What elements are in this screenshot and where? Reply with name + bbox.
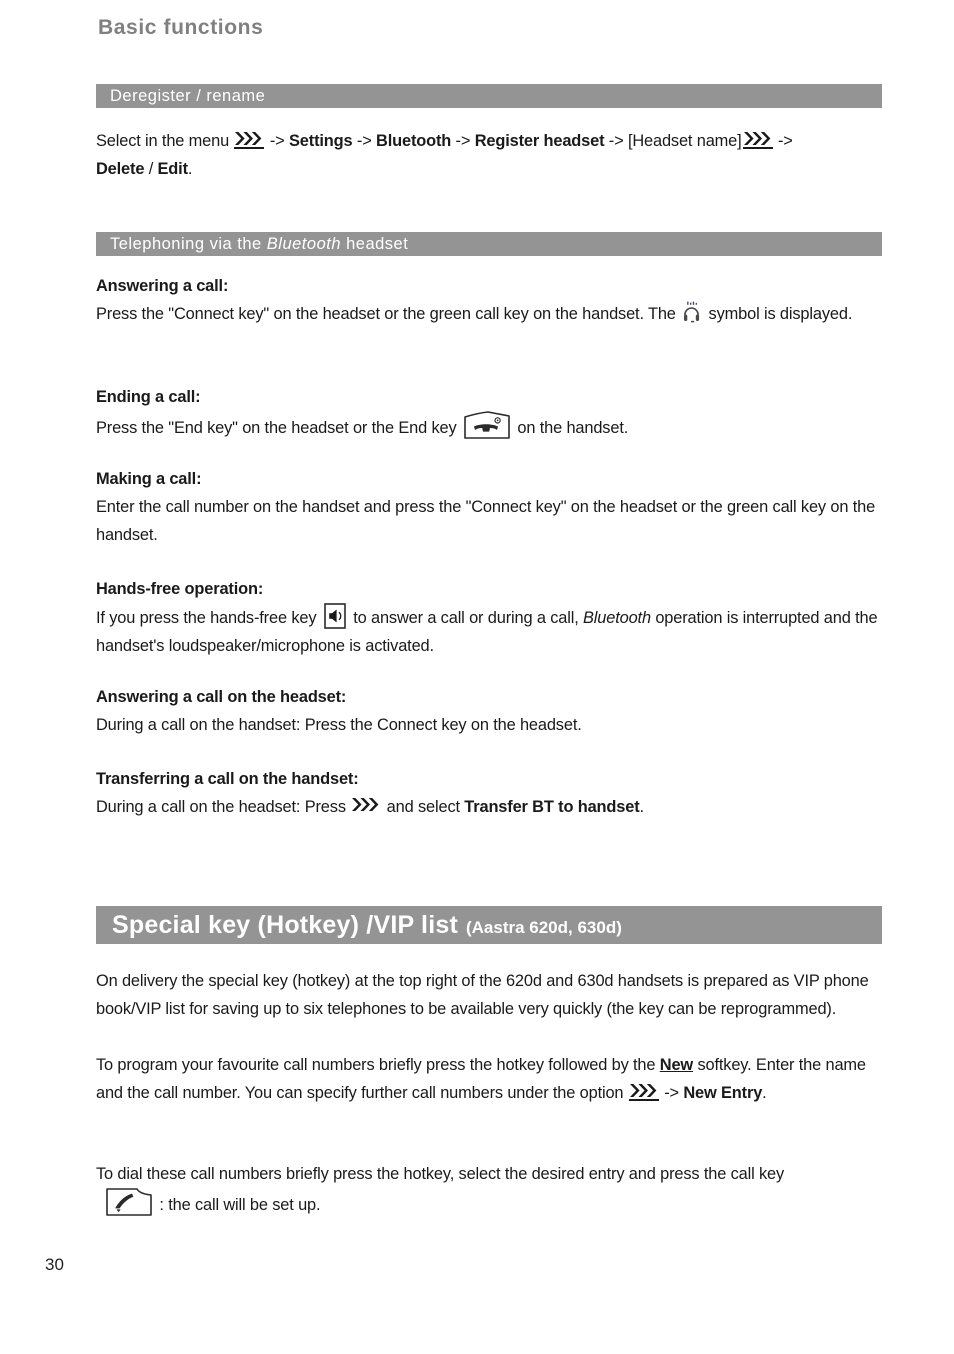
section-bar-telephoning-bluetooth: Bluetooth	[266, 235, 342, 253]
deregister-delete: Delete	[96, 160, 145, 178]
deregister-register-headset: Register headset	[474, 132, 605, 150]
running-head: Basic functions	[98, 16, 264, 39]
heading-making-a-call: Making a call:	[96, 470, 202, 488]
chevron-triple-icon	[234, 131, 264, 146]
deregister-edit: Edit	[157, 160, 188, 178]
section-bar-deregister	[96, 84, 882, 108]
heading-ending-a-call: Ending a call:	[96, 388, 201, 406]
body-answering-a-call-2: symbol is displayed.	[704, 305, 853, 323]
call-key-icon	[106, 1188, 152, 1216]
deregister-text-4: ->	[451, 132, 475, 150]
deregister-text-1: Select in the menu	[96, 132, 234, 150]
body-handsfree-bluetooth: Bluetooth	[583, 609, 651, 627]
deregister-text-2: ->	[265, 132, 290, 150]
special-key-p2-text-4: .	[762, 1084, 767, 1102]
special-key-p3-text-1: To dial these call numbers briefly press the hotkey, select the desired entry and press the call key	[96, 1165, 785, 1183]
special-key-paragraph-1: On delivery the special key (hotkey) at the top right of the 620d and 630d handsets is prepared as VIP phone book/VIP list for saving up to six telephones to be available very quickly (the key can be reprogrammed).	[96, 972, 869, 1018]
special-key-p2-text-2: softkey. Enter the name and the call number. You can specify further call numbers under the option	[96, 1056, 866, 1102]
section-bar-telephoning-label-1: Telephoning via the	[110, 235, 267, 253]
block-ending-a-call	[96, 383, 886, 442]
body-transferring-3: .	[639, 798, 644, 816]
body-handsfree-1: If you press the hands-free key	[96, 609, 321, 627]
body-transferring-2: and select	[382, 798, 465, 816]
page-number: 30	[45, 1255, 64, 1274]
deregister-text-3: ->	[352, 132, 377, 150]
section-bar-special-key	[96, 906, 882, 944]
block-transferring-call	[96, 765, 886, 821]
deregister-instruction	[96, 127, 886, 183]
special-key-new-softkey: New	[659, 1056, 694, 1074]
heading-handsfree-operation: Hands-free operation:	[96, 580, 264, 598]
body-ending-a-call-2: on the handset.	[512, 419, 629, 437]
special-key-p2-text-3: ->	[659, 1084, 684, 1102]
deregister-period: .	[187, 160, 193, 178]
handsfree-speaker-key-icon	[324, 603, 346, 629]
body-making-a-call: Enter the call number on the handset and press the "Connect key" on the headset or the green call key on the handset.	[96, 498, 876, 544]
special-key-p2-text-1: To program your favourite call numbers briefly press the hotkey followed by the	[96, 1056, 660, 1074]
bluetooth-headset-symbol-icon	[682, 301, 702, 323]
heading-answering-on-headset: Answering a call on the headset:	[96, 688, 347, 706]
section-bar-deregister-label: Deregister / rename	[110, 87, 266, 105]
section-bar-telephoning	[96, 232, 882, 256]
block-handsfree-operation	[96, 575, 886, 660]
end-call-key-icon	[464, 411, 510, 439]
body-ending-a-call-1: Press the "End key" on the headset or the End key	[96, 419, 461, 437]
heading-answering-a-call: Answering a call:	[96, 277, 229, 295]
body-answering-a-call-1: Press the "Connect key" on the headset or the green call key on the handset. The	[96, 305, 681, 323]
special-key-p3-text-2: : the call will be set up.	[155, 1196, 321, 1214]
special-key-paragraph-3	[96, 1160, 886, 1219]
deregister-headset-name: [Headset name]	[627, 132, 742, 150]
deregister-text-6: ->	[773, 132, 793, 150]
chevron-triple-icon	[743, 131, 773, 146]
block-answering-on-headset	[96, 683, 886, 739]
body-handsfree-2: to answer a call or during a call,	[348, 609, 583, 627]
chevron-triple-icon	[351, 797, 381, 812]
body-handsfree-3: operation is interrupted and the handset's loudspeaker/microphone is activated.	[96, 609, 878, 655]
section-bar-special-key-subtitle: (Aastra 620d, 630d)	[465, 918, 622, 937]
deregister-slash: /	[144, 160, 158, 178]
block-making-a-call	[96, 465, 886, 549]
deregister-text-5: ->	[604, 132, 628, 150]
section-bar-telephoning-label-2: headset	[341, 235, 409, 253]
body-answering-on-headset: During a call on the handset: Press the Connect key on the headset.	[96, 716, 582, 734]
special-key-paragraph-2	[96, 1051, 886, 1107]
special-key-new-entry: New Entry	[683, 1084, 763, 1102]
section-bar-special-key-title: Special key (Hotkey) /VIP list	[112, 911, 458, 939]
heading-transferring-call: Transferring a call on the handset:	[96, 770, 359, 788]
deregister-settings: Settings	[289, 132, 353, 150]
chevron-triple-icon	[629, 1083, 659, 1098]
body-transferring-1: During a call on the headset: Press	[96, 798, 351, 816]
body-transferring-bt: Transfer BT to handset	[464, 798, 640, 816]
block-answering-a-call	[96, 272, 886, 328]
deregister-bluetooth: Bluetooth	[376, 132, 452, 150]
